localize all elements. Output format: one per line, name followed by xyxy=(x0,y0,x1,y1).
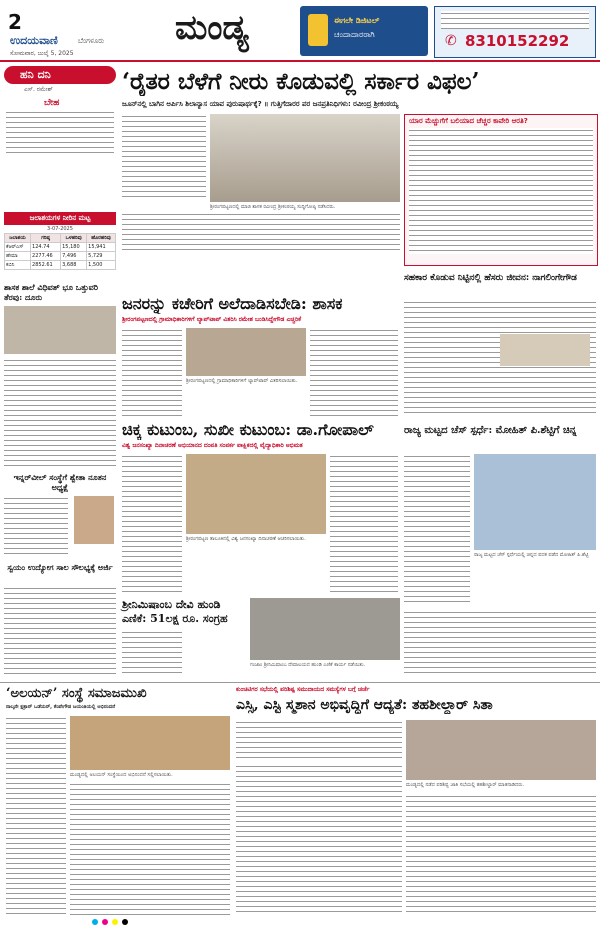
shaasaka-headline: ಜನರನ್ನು ಕಚೇರಿಗೆ ಅಲೆದಾಡಿಸಬೇಡಿ: ಶಾಸಕ xyxy=(122,294,343,313)
table-cell: ಕಬಿನಿ xyxy=(5,261,31,270)
sidebar-byline: ಎಸ್. ರಮೇಶ್ xyxy=(24,86,53,93)
table-cell: 124.74 xyxy=(31,243,61,252)
digital-ad-line1: ಈಗಲೇ ಡಿಜಿಟಲ್ xyxy=(334,16,380,25)
lead-sidebox-title: ಯಾರ ಮೆಚ್ಚುಗೆಗೆ ಬಲಿಯಾದ ಚೆಚ್ಚರ ಕಾವೇರಿ ಆರತಿ? xyxy=(409,117,528,125)
sidebar-brand xyxy=(4,66,116,84)
table-cell: 1,500 xyxy=(87,261,116,270)
digital-ad xyxy=(300,6,428,56)
bottom-right-caption: ಮಂಡ್ಯದಲ್ಲಿ ನಡೆದ ಪರಿಶಿಷ್ಟ ಜಾತಿ ಸಭೆಯಲ್ಲಿ ತಹಶೀಲ್ದಾರ್ ಮಾತನಾಡಿದರು. xyxy=(406,782,525,788)
reservoir-table-grid xyxy=(4,233,116,270)
phone-ad xyxy=(434,6,596,58)
lead-headline: ‘ರೈತರ ಬೆಳೆಗೆ ನೀರು ಕೊಡುವಲ್ಲಿ ಸರ್ಕಾರ ವಿಫಲ’ xyxy=(122,68,480,95)
sahakara-photo xyxy=(500,334,590,366)
table-cell: 2852.61 xyxy=(31,261,61,270)
table-header: ಜಲಾಶಯ xyxy=(5,234,31,243)
gopal-headline: ಚಿಕ್ಕ ಕುಟುಂಬ, ಸುಖೀ ಕುಟುಂಬ: ಡಾ.ಗೋಪಾಲ್ xyxy=(122,420,374,439)
gopal-photo xyxy=(186,454,326,534)
bottom-left-subhead: ನಾಲ್ಕನೇ ಕ್ಷತ್ರಾನ್ ಒಡೆಯರ್, ಕೆಂಪೇಗೌಡ ಜಯಂತಿಯಲ್ಲಿ ಅಭಿನಂದನೆ xyxy=(6,704,116,710)
table-cell: ಕೆಆರ್‌ಎಸ್ xyxy=(5,243,31,252)
reservoir-table-title: ಜಲಾಶಯಗಳ ನೀರಿನ ಮಟ್ಟ xyxy=(4,212,116,225)
bottom-left-caption: ಮಂಡ್ಯದಲ್ಲಿ ಅಲಯನ್ ಸಂಸ್ಥೆಯಿಂದ ಅಭಿನಂದನೆ ಸಲ್ಲಿಸಲಾಯಿತು. xyxy=(70,772,173,778)
bottom-right-photo xyxy=(406,720,596,780)
gopal-photo-caption: ಶ್ರೀರಂಗಪಟ್ಟಣ ತಾಲೂಕಿನಲ್ಲಿ ವಿಶ್ವ ಜನಸಂಖ್ಯಾ ದಿನಾಚರಣೆ ಆಚರಿಸಲಾಯಿತು. xyxy=(186,536,306,542)
table-row xyxy=(5,252,116,261)
reservoir-table-date: 3-07-2025 xyxy=(47,226,73,232)
gopal-subhead: ವಿಶ್ವ ಜನಸಂಖ್ಯಾ ದಿನಾಚರಣೆ ಅಭಿಯಾನದ ದಂಪತಿ ಸಂಪರ್ಕ ಪಾಕ್ಷಿಕದಲ್ಲಿ ವೈದ್ಯಾಧಿಕಾರಿ ಅಭಿಮತ xyxy=(122,442,303,449)
color-registration-marks xyxy=(92,919,152,925)
table-header: ಹೊರಹರಿವು xyxy=(87,234,116,243)
hundi-photo-caption: ಗಂಜಾಂ ಶ್ರೀನಿಮಿಷಾಂಬ ದೇವಾಲಯದ ಹುಂಡಿ ಎಣಿಕೆ ಕಾರ್ಯ ನಡೆಯಿತು. xyxy=(250,662,366,668)
sidebar-story1-title: ಶಾಸಕ ಶಾಲೆ ವಿಧಿವತ್ ಭೂ ಒತ್ತುವರಿ ತೆರವು: ದೂರು xyxy=(4,282,98,302)
sidebar xyxy=(4,66,116,676)
bottom-left-photo xyxy=(70,716,230,770)
table-header: ಗರಿಷ್ಠ xyxy=(31,234,61,243)
sidebar-story2-title: ಇನ್ನರ್‌ವೀಲ್ ಸಂಸ್ಥೆಗೆ ಶ್ವೇತಾ ನೂತನ ಅಧ್ಯಕ್ಷೆ xyxy=(13,472,107,492)
table-cell: 3,688 xyxy=(61,261,87,270)
table-cell: 15,941 xyxy=(87,243,116,252)
sidebar-portrait xyxy=(74,496,114,544)
table-header: ಒಳಹರಿವು xyxy=(61,234,87,243)
table-header-row xyxy=(5,234,116,243)
digital-ad-line2: ಚಂದಾದಾರರಾಗಿ xyxy=(334,30,375,39)
lead-subhead: ಜೂನ್‌ನಲ್ಲಿ ಬಾಗಿನ ಅರ್ಪಿಸಿ ಶಿಲಾನ್ಯಾಸ ಯಾವ ಪುರುಷಾರ್ಥಕ್ಕೆ? ॥ ಗುತ್ತಿಗೆದಾರರ ಪರ ಜನಪ್ರತಿನಿಧಿಗಳು: ರವೀಂದ್ರ ಶ್ರೀಕಂಠಯ್ಯ xyxy=(122,100,399,108)
table-cell: 2277.46 xyxy=(31,252,61,261)
chess-photo xyxy=(474,454,596,550)
table-row xyxy=(5,243,116,252)
table-row xyxy=(5,261,116,270)
shaasaka-photo xyxy=(186,328,306,376)
bottom-left-headline: ‘ಅಲಯನ್’ ಸಂಸ್ಥೆ ಸಮಾಜಮುಖಿ xyxy=(6,686,147,701)
date: ಸೋಮವಾರ, ಜುಲೈ 5, 2025 xyxy=(10,50,74,57)
sidebar-brand-text: ಹನಿ ದನಿ xyxy=(20,68,51,81)
section-title: ಮಂಡ್ಯ xyxy=(175,8,249,48)
hundi-headline: ಶ್ರೀನಿಮಿಷಾಂಬ ದೇವಿ ಹುಂಡಿ ಎಣಿಕೆ: 51ಲಕ್ಷ ರೂ. ಸಂಗ್ರಹ xyxy=(122,598,228,625)
shaasaka-subhead: ಶ್ರೀರಂಗಪಟ್ಟಣದಲ್ಲಿ ಗ್ರಾಮಾಧಿಕಾರಿಗಳಿಗೆ ಲ್ಯಾಪ್‌ಟಾಪ್ ವಿತರಿಸಿ ರಮೇಶ ಬಂಡಿಸಿದ್ದೇಗೌಡ ಎಚ್ಚರಿಕೆ xyxy=(122,316,302,323)
bottom-right-kicker: ಕುಂಚಿಟಿಗರ ಸಭೆಯಲ್ಲಿ ಪರಿಶಿಷ್ಟ ಸಮುದಾಯದ ಸಮಸ್ಯೆಗಳ ಬಗ್ಗೆ ಚರ್ಚೆ xyxy=(236,686,370,693)
chess-photo-caption: ರಾಜ್ಯ ಮಟ್ಟದ ಚೆಸ್ ಸ್ಪರ್ಧೆಯಲ್ಲಿ ಚಿನ್ನದ ಪದಕ ಪಡೆದ ಮೋಹಿತ್ ಪಿ.ಶೆಟ್ಟಿ xyxy=(474,552,589,558)
lead-photo xyxy=(210,114,400,202)
sidebar-quote-label: ಬೇಹ xyxy=(44,98,60,108)
bottom-right-headline: ಎಸ್ಸಿ, ಎಸ್ಟಿ ಸ್ಮಶಾನ ಅಭಿವೃದ್ಧಿಗೆ ಆದ್ಯತೆ: ತಹಶೀಲ್ದಾರ್ ಸಿತಾ xyxy=(236,697,493,713)
sidebar-story1-photo xyxy=(4,306,116,354)
sidebar-story3-title: ಸ್ವಯಂ ಉದ್ಯೋಗ ಸಾಲ ಸೌಲಭ್ಯಕ್ಕೆ ಅರ್ಜಿ xyxy=(7,562,113,572)
digital-ad-icon xyxy=(308,14,328,46)
shaasaka-photo-caption: ಶ್ರೀರಂಗಪಟ್ಟಣದಲ್ಲಿ ಗ್ರಾಮಾಧಿಕಾರಿಗಳಿಗೆ ಲ್ಯಾಪ್‌ಟಾಪ್ ವಿತರಿಸಲಾಯಿತು. xyxy=(186,378,298,384)
table-cell: 7,496 xyxy=(61,252,87,261)
masthead-rule xyxy=(0,60,600,62)
lead-sidebox xyxy=(404,114,598,266)
page-number: 2 xyxy=(8,10,22,34)
hundi-photo xyxy=(250,598,400,660)
paper-name: ಉದಯವಾಣಿ xyxy=(10,34,58,47)
masthead xyxy=(0,0,600,62)
table-cell: 5,729 xyxy=(87,252,116,261)
lead-photo-caption: ಶ್ರೀರಂಗಪಟ್ಟಣದಲ್ಲಿ ಮಾಜಿ ಶಾಸಕ ರವೀಂದ್ರ ಶ್ರೀಕಂಠಯ್ಯ ಸುದ್ದಿಗೋಷ್ಠಿ ನಡೆಸಿದರು. xyxy=(210,204,336,210)
edition: ಬೆಂಗಳೂರು xyxy=(78,37,105,45)
reservoir-table xyxy=(4,212,116,270)
table-cell: ಹೇಮಾ xyxy=(5,252,31,261)
table-cell: 15,180 xyxy=(61,243,87,252)
bottom-rule xyxy=(0,682,600,683)
phone-icon: ✆ xyxy=(445,33,457,49)
sahakara-headline: ಸಹಕಾರ ಕೊಡುವ ನಿಟ್ಟಿನಲ್ಲಿ ಹೆಸರು ಜೀವನ: ನಾಗಲಿಂಗೇಗೌಡ xyxy=(404,273,577,283)
ad-phone-number: 8310152292 xyxy=(465,32,570,50)
chess-headline: ರಾಜ್ಯ ಮಟ್ಟದ ಚೆಸ್ ಸ್ಪರ್ಧೆ: ಮೋಹಿತ್ ಪಿ.ಶೆಟ್ಟಿಗೆ ಚಿನ್ನ xyxy=(404,425,577,436)
